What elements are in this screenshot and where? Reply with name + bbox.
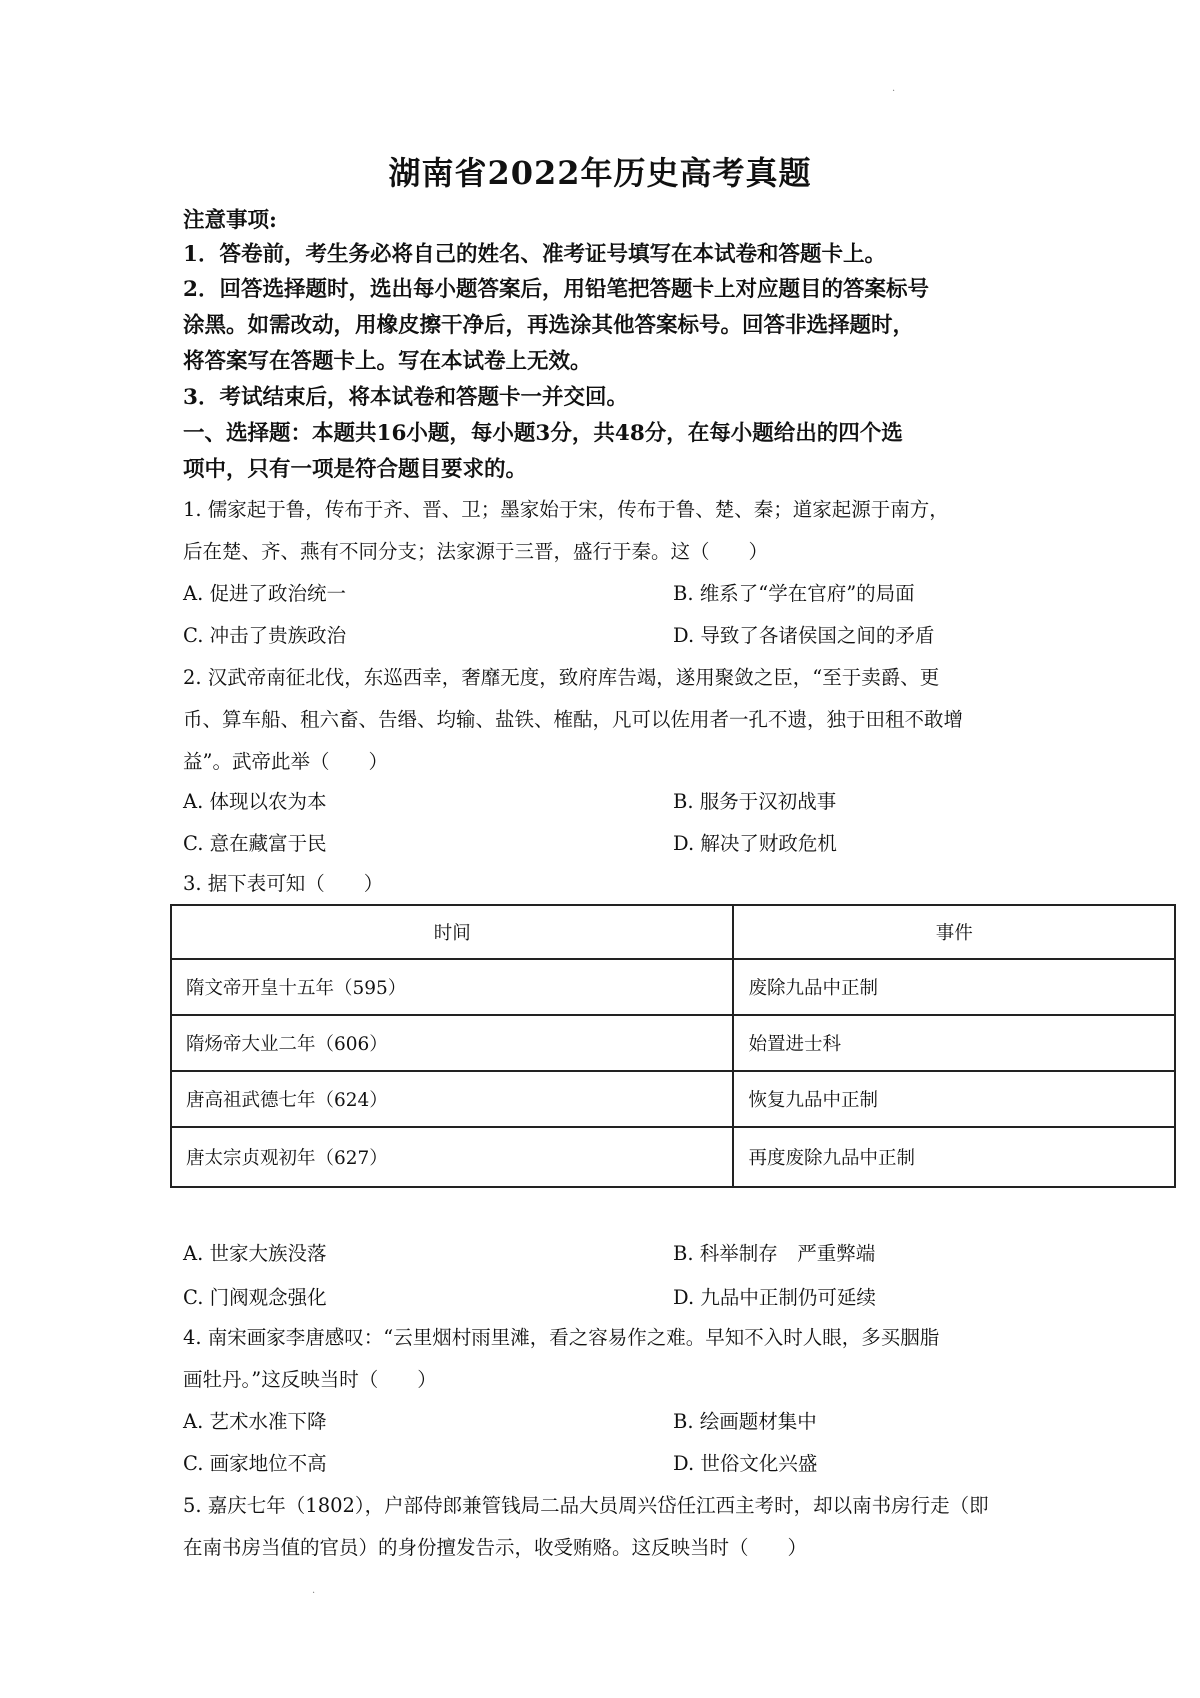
question-4-option-a: A. 艺术水准下降 — [183, 1410, 327, 1433]
table-cell-time: 隋文帝开皇十五年（595） — [171, 959, 733, 1015]
question-1-option-c: C. 冲击了贵族政治 — [183, 624, 347, 647]
table-header-time: 时间 — [171, 905, 733, 959]
table-row — [171, 1127, 1175, 1187]
scan-speck: · — [892, 86, 896, 97]
question-1-text: 后在楚、齐、燕有不同分支；法家源于三晋，盛行于秦。这（ ） — [183, 540, 769, 563]
table-cell-time: 隋炀帝大业二年（606） — [171, 1015, 733, 1071]
question-5-text: 5. 嘉庆七年（1802），户部侍郎兼管钱局二品大员周兴岱任江西主考时，却以南书房行走（即 — [183, 1494, 989, 1517]
table-cell-event: 始置进士科 — [733, 1015, 1175, 1071]
question-1-option-a: A. 促进了政治统一 — [183, 582, 346, 605]
question-4-option-b: B. 绘画题材集中 — [673, 1410, 817, 1433]
question-2-option-a: A. 体现以农为本 — [183, 790, 327, 813]
question-3-option-a: A. 世家大族没落 — [183, 1242, 327, 1265]
notice-heading: 注意事项: — [183, 208, 277, 233]
question-2-text: 币、算车船、租六畜、告缗、均输、盐铁、榷酤，凡可以佐用者一孔不遗，独于田租不敢增 — [183, 708, 964, 731]
question-1-option-d: D. 导致了各诸侯国之间的矛盾 — [673, 624, 935, 647]
table-header-row — [171, 905, 1175, 959]
table-row — [171, 1071, 1175, 1127]
question-2-option-d: D. 解决了财政危机 — [673, 832, 837, 855]
table-cell-event: 恢复九品中正制 — [733, 1071, 1175, 1127]
notice-line: 2．回答选择题时，选出每小题答案后，用铅笔把答题卡上对应题目的答案标号 — [183, 277, 929, 302]
notice-line: 3．考试结束后，将本试卷和答题卡一并交回。 — [183, 385, 628, 410]
notice-line: 将答案写在答题卡上。写在本试卷上无效。 — [183, 349, 592, 374]
table-row — [171, 959, 1175, 1015]
question-3-text: 3. 据下表可知（ ） — [183, 872, 384, 895]
table-cell-event: 废除九品中正制 — [733, 959, 1175, 1015]
notice-line: 涂黑。如需改动，用橡皮擦干净后，再选涂其他答案标号。回答非选择题时， — [183, 313, 915, 338]
table-header-event: 事件 — [733, 905, 1175, 959]
question-4-text: 4. 南宋画家李唐感叹：“云里烟村雨里滩，看之容易作之难。早知不入时人眼，多买胭脂 — [183, 1326, 940, 1349]
notice-line: 1．答卷前，考生务必将自己的姓名、准考证号填写在本试卷和答题卡上。 — [183, 242, 886, 267]
question-4-option-c: C. 画家地位不高 — [183, 1452, 327, 1475]
page-title: 湖南省2022年历史高考真题 — [388, 154, 812, 192]
question-1-text: 1. 儒家起于鲁，传布于齐、晋、卫；墨家始于宋，传布于鲁、楚、秦；道家起源于南方， — [183, 498, 949, 521]
question-3-option-b: B. 科举制存 严重弊端 — [673, 1242, 876, 1265]
question-1-option-b: B. 维系了“学在官府”的局面 — [673, 582, 915, 605]
table-cell-event: 再度废除九品中正制 — [733, 1127, 1175, 1187]
question-2-option-b: B. 服务于汉初战事 — [673, 790, 837, 813]
question-3-option-c: C. 门阀观念强化 — [183, 1286, 327, 1309]
question-2-text: 2. 汉武帝南征北伐，东巡西幸，奢靡无度，致府库告竭，遂用聚敛之臣，“至于卖爵、更 — [183, 666, 940, 689]
question-3-option-d: D. 九品中正制仍可延续 — [673, 1286, 876, 1309]
events-table — [170, 904, 1176, 1188]
question-4-text: 画牡丹。”这反映当时（ ） — [183, 1368, 437, 1391]
question-4-option-d: D. 世俗文化兴盛 — [673, 1452, 818, 1475]
question-5-text: 在南书房当值的官员）的身份擅发告示，收受贿赂。这反映当时（ ） — [183, 1536, 808, 1559]
scan-speck: · — [312, 1588, 316, 1599]
section-heading: 项中，只有一项是符合题目要求的。 — [183, 457, 528, 482]
question-2-option-c: C. 意在藏富于民 — [183, 832, 327, 855]
question-2-text: 益”。武帝此举（ ） — [183, 750, 388, 773]
table-cell-time: 唐高祖武德七年（624） — [171, 1071, 733, 1127]
table-row — [171, 1015, 1175, 1071]
section-heading: 一、选择题：本题共16小题，每小题3分，共48分，在每小题给出的四个选 — [183, 421, 903, 446]
table-cell-time: 唐太宗贞观初年（627） — [171, 1127, 733, 1187]
